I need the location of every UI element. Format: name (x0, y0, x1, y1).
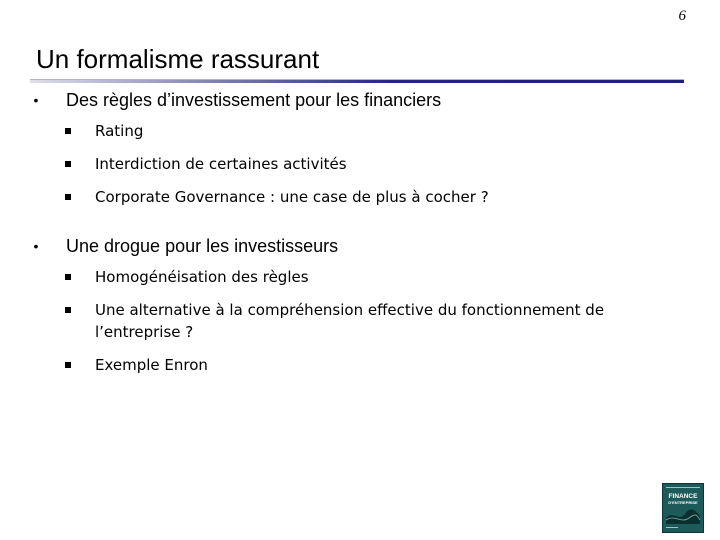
square-bullet-icon (65, 194, 71, 200)
bullet-item (30, 88, 690, 208)
bullet-item (30, 234, 690, 376)
sub-bullet-item (65, 266, 635, 288)
sub-bullet-item (65, 354, 635, 376)
sub-bullet-text: Homogénéisation des règles (95, 268, 309, 286)
sub-bullet-item (65, 120, 635, 142)
page-number: 6 (678, 8, 686, 24)
bullet-list (30, 88, 690, 387)
sub-bullet-item (65, 186, 635, 208)
sub-bullet-text: Rating (95, 122, 144, 140)
square-bullet-icon (65, 128, 71, 134)
cover-top-rule (666, 487, 700, 488)
bullet-dot-icon: • (33, 92, 39, 108)
book-cover-logo (662, 483, 704, 533)
slide-title: Un formalisme rassurant (36, 44, 320, 74)
square-bullet-icon (65, 161, 71, 167)
bullet-dot-icon: • (33, 238, 39, 254)
sub-bullet-text: Une alternative à la compréhension effective du fonctionnement de l’entreprise ? (95, 301, 605, 341)
title-rule (30, 79, 684, 80)
sub-bullet-list (66, 120, 690, 208)
sub-bullet-text: Interdiction de certaines activités (95, 155, 347, 173)
cover-title-line1: FINANCE (668, 493, 698, 500)
cover-wave-shape (666, 510, 700, 524)
square-bullet-icon (65, 307, 71, 313)
cover-title-line2: D'ENTREPRISE (668, 500, 698, 505)
sub-bullet-item (65, 299, 635, 343)
sub-bullet-text: Exemple Enron (95, 356, 208, 374)
bullet-text: Des règles d’investissement pour les financiers (66, 90, 442, 110)
square-bullet-icon (65, 274, 71, 280)
sub-bullet-item (65, 153, 635, 175)
book-cover-art (663, 484, 703, 532)
sub-bullet-text: Corporate Governance : une case de plus à cocher ? (95, 188, 489, 206)
square-bullet-icon (65, 362, 71, 368)
cover-bottom-rule (666, 527, 678, 528)
sub-bullet-list (66, 266, 690, 376)
bullet-text: Une drogue pour les investisseurs (66, 236, 339, 256)
